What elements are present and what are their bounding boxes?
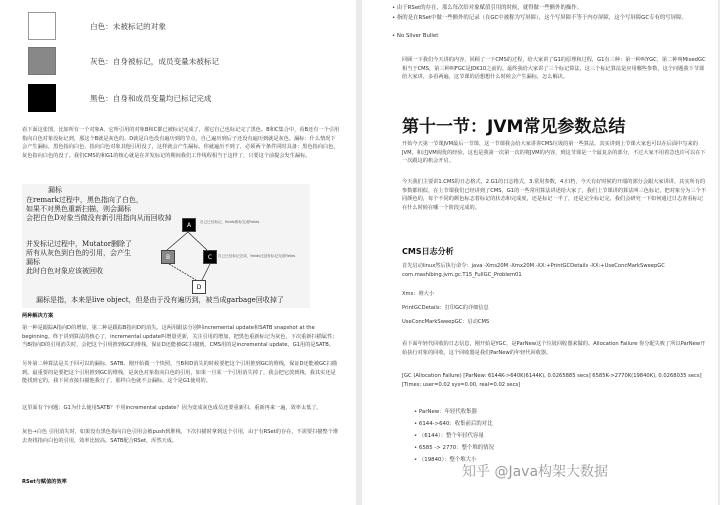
legend-gray [28,47,219,75]
param-printgcdetails: PrintGCDetails：打印GC的详细信息 [402,305,489,311]
log-bullet-3: • （6144）：整个年轻代容量 [414,433,484,439]
diagram-caption-top: 漏标 [48,186,62,194]
legend-label: 白色：未被标记的对象 [90,21,166,31]
concurrent-note: 并发标记过程中，Mutator删除了 所有从灰色到白色的引用，会产生 漏标 此时白色对象应该被回收 [26,240,133,275]
white-swatch [28,12,56,40]
top-bullet-2: • 指的是在RSet中做一些额外的记录（在GC中被称为写屏障），这个写屏障不等于内存屏障，这个写屏障GC专有的写屏障。 [392,15,687,21]
gc-log-line: [GC (Allocation Failure) [ParNew: 6144K->640K(6144K), 0.0265885 secs] 6585K->2770K(19840K), 0.0268035 secs] [Times: user=0.02 sys=0.00, real=0.02 secs] [402,373,702,388]
answer-paragraph: 灰色→白色 引用消失时，如果没有黑色指向白色引用会被push到堆栈，下次扫描时拿到这个引用，由于有RSet的存在，不需要扫描整个堆去查找指向白色的引用，效率比较高。SATB配合RSet，浑然天成。 [22,429,339,444]
log-intro-paragraph: 看下面年轻代回收的日志信息，刚开始是YGC，是ParNew这个垃圾回收器来做的。Allocation Failure 你分配失败了所以ParNew开始执行对象的回收，这个回收器是我们ParNew的年轻代回收器。 [402,341,706,356]
gray-swatch [28,47,56,75]
diagram-edges [22,184,310,308]
log-bullet-2: • 6144->640：收集前后的对比 [414,421,493,427]
chapter-intro-paragraph: 开始今天第一节课JVM最后一节课，这一节课我会给大家讲讲CMS垃圾的第一些算法，其实讲到上节课大家也可以在后面中写来的JVM，和过JVM调优的经验，这也是我第一次第一次的将JVM的内容，到这节课是一个最复杂的部分，不过大家不用着急也许可以在下一次跟这的机会开启。 [402,141,706,165]
missed-mark-diagram [22,184,310,308]
legend-label: 灰色：自身被标记，成员变量未被标记 [90,56,220,66]
node-b: B [161,250,175,264]
edge-note-top: 自己已经标记，fields都标完成Fields [200,220,260,224]
solution-heading: 两种解决方案 [22,313,54,319]
remark-note: 在remark过程中，黑色指向了白色， 如果不对黑色重新扫描，则会漏标 会把白色D对象当做没有新引用指向从而回收掉 [26,196,172,222]
satb-paragraph: 另外第二种算法是关于回可以的漏标，SATB。刚开始做一个快照，当B和D消失的时候要把这个引用推到GC的堆栈，保证D还能被GC扫描到。最重要的是要把这个引用推到GC的堆栈，是灰色对象指向白色的引用，如果一旦某一个引用消失掉了，我会把它放到栈，我其实还是能找到它的，我下回直接扫描他我行了，那样白色就不会漏标。这个是G1使用的。 [22,361,338,385]
chapter-topics-paragraph: 今天我们主要讲1.CMS的日志格式，2.G1的日志格式，3.常用参数，4.归档，今天有好时候的开端的部分会跟大家讲讲，其实所有的参数都相似，在上节课我们已经讲到了CMS，G1的一些常用算法讲述给大家了，我们上节课讲的算法叫三色标记，把对象分为三个不同颜色的，每个不同的颜色标志着标记的状态和完成度，还是标记一半了，还是完全标记完，我们会研究一下如何通过日志查看标记在什么时候在哪一个阶段完成的。 [402,179,707,211]
black-swatch [28,84,56,112]
node-d: D [192,280,206,294]
left-page [0,0,356,505]
legend-label: 黑色：自身和成员变量均已标记完成 [90,93,212,103]
top-bullet-3: • No Silver Bullet [392,33,439,39]
cms-log-heading: CMS日志分析 [402,247,454,256]
log-bullet-1: • ParNew：年轻代收集器 [414,409,477,415]
log-bullet-5: • （19840）：整个堆大小 [414,457,477,463]
edge-note-mid: 自己已经标记完成，fields还没有标记完成Fields [218,254,296,258]
log-bullet-4: • 6585 -> 2770：整个堆的情况 [414,445,494,451]
intro-paragraph: 看下面这张图，比如所有一个对象A，它所引用的对象B和C都已被标记完成了，那它自己也标记完了黑色。B和C集合中，看B还有一个引用指向白色对象没标记到，那这个B就是灰色的，D就是白色没有遍历到的节点，自己遍历到后子还没有遍历到就是灰色。漏标：什么情况下会产生漏标，黑色指向白色，指向白色对象其他引用没了，这样就会产生漏标。你就遍历不到了，必须两个条件同时具备：黑色指向白色，灰色指向白色的没了。我们CMS的和G1的核心就是在并发标记的期间我们工作线程相当于这样了，只要这个前提会发生漏标。 [22,127,340,159]
right-page [362,0,718,505]
node-c: C [203,250,217,264]
recap-paragraph: 回顾一下我们今天讲的内容，回顾了一下CMS的过程，给大家讲了G1的原理和过程，G1有三种：第一种叫YGC，第二种叫MixedGC相当于CMS，第三种叫FGC是JDK10之前的。最终我给大家讲了三个标记算法，这三个标记算法是应用哪些参数，这个问题我下节课给大家讲，多看两遍，这节课的话想想什么时候会产生漏标，怎么解决。 [402,57,706,81]
param-useconcmarksweep: UseConcMarkSweepGC：启动CMS [402,319,490,325]
diagram-caption-bottom: 漏标是指，本来是live object，但是由于没有遍历到，被当成garbage回收掉了 [36,296,284,304]
zhihu-watermark [462,461,608,481]
cms-command: 首先启动linux然后执行命令：java -Xms20M -Xmx20M -XX:+PrintGCDetails -XX:+UseConcMarkSweepGC com.mashibing.jvm.gc.T15_FullGC_Problem01 [402,263,665,278]
legend-black [28,84,212,112]
rset-heading: RSet与赋值的效率 [22,479,67,485]
top-bullet-1: • 由于RSet的存在，那么每次给对象赋值引用的时候，就得做一些额外的操作。 [392,5,583,11]
solution-paragraph: 第一种是跟踪A指向D的增加，第二种是跟踪B指向D的消失。这两用跟法分别叫incremental update和SATB snapshot at the beginning。终于讲到算法的核心了，incremental update叫增量更新，关注引用的增加，把黑色重新标记为灰色，下次重新扫描属性；当B指向D的引用消失时，会把这个引用推到GC的堆栈，保证D还能被GC扫描到。CMS用的是incremental update，G1用的是SATB。 [22,325,338,349]
question-paragraph: 这里面有个问题：G1为什么使用SATB？不用incremental update？因为变成灰色成员还要重新扫，重新再来一遍，效率太低了。 [22,405,322,411]
chapter-title: 第十一节：JVM常见参数总结 [402,117,626,137]
legend-white [28,12,166,40]
param-xms: Xms：堆大小 [402,291,435,297]
watermark-text: 知乎 @Java构架大数据 [462,464,609,480]
node-a: A [182,218,196,232]
